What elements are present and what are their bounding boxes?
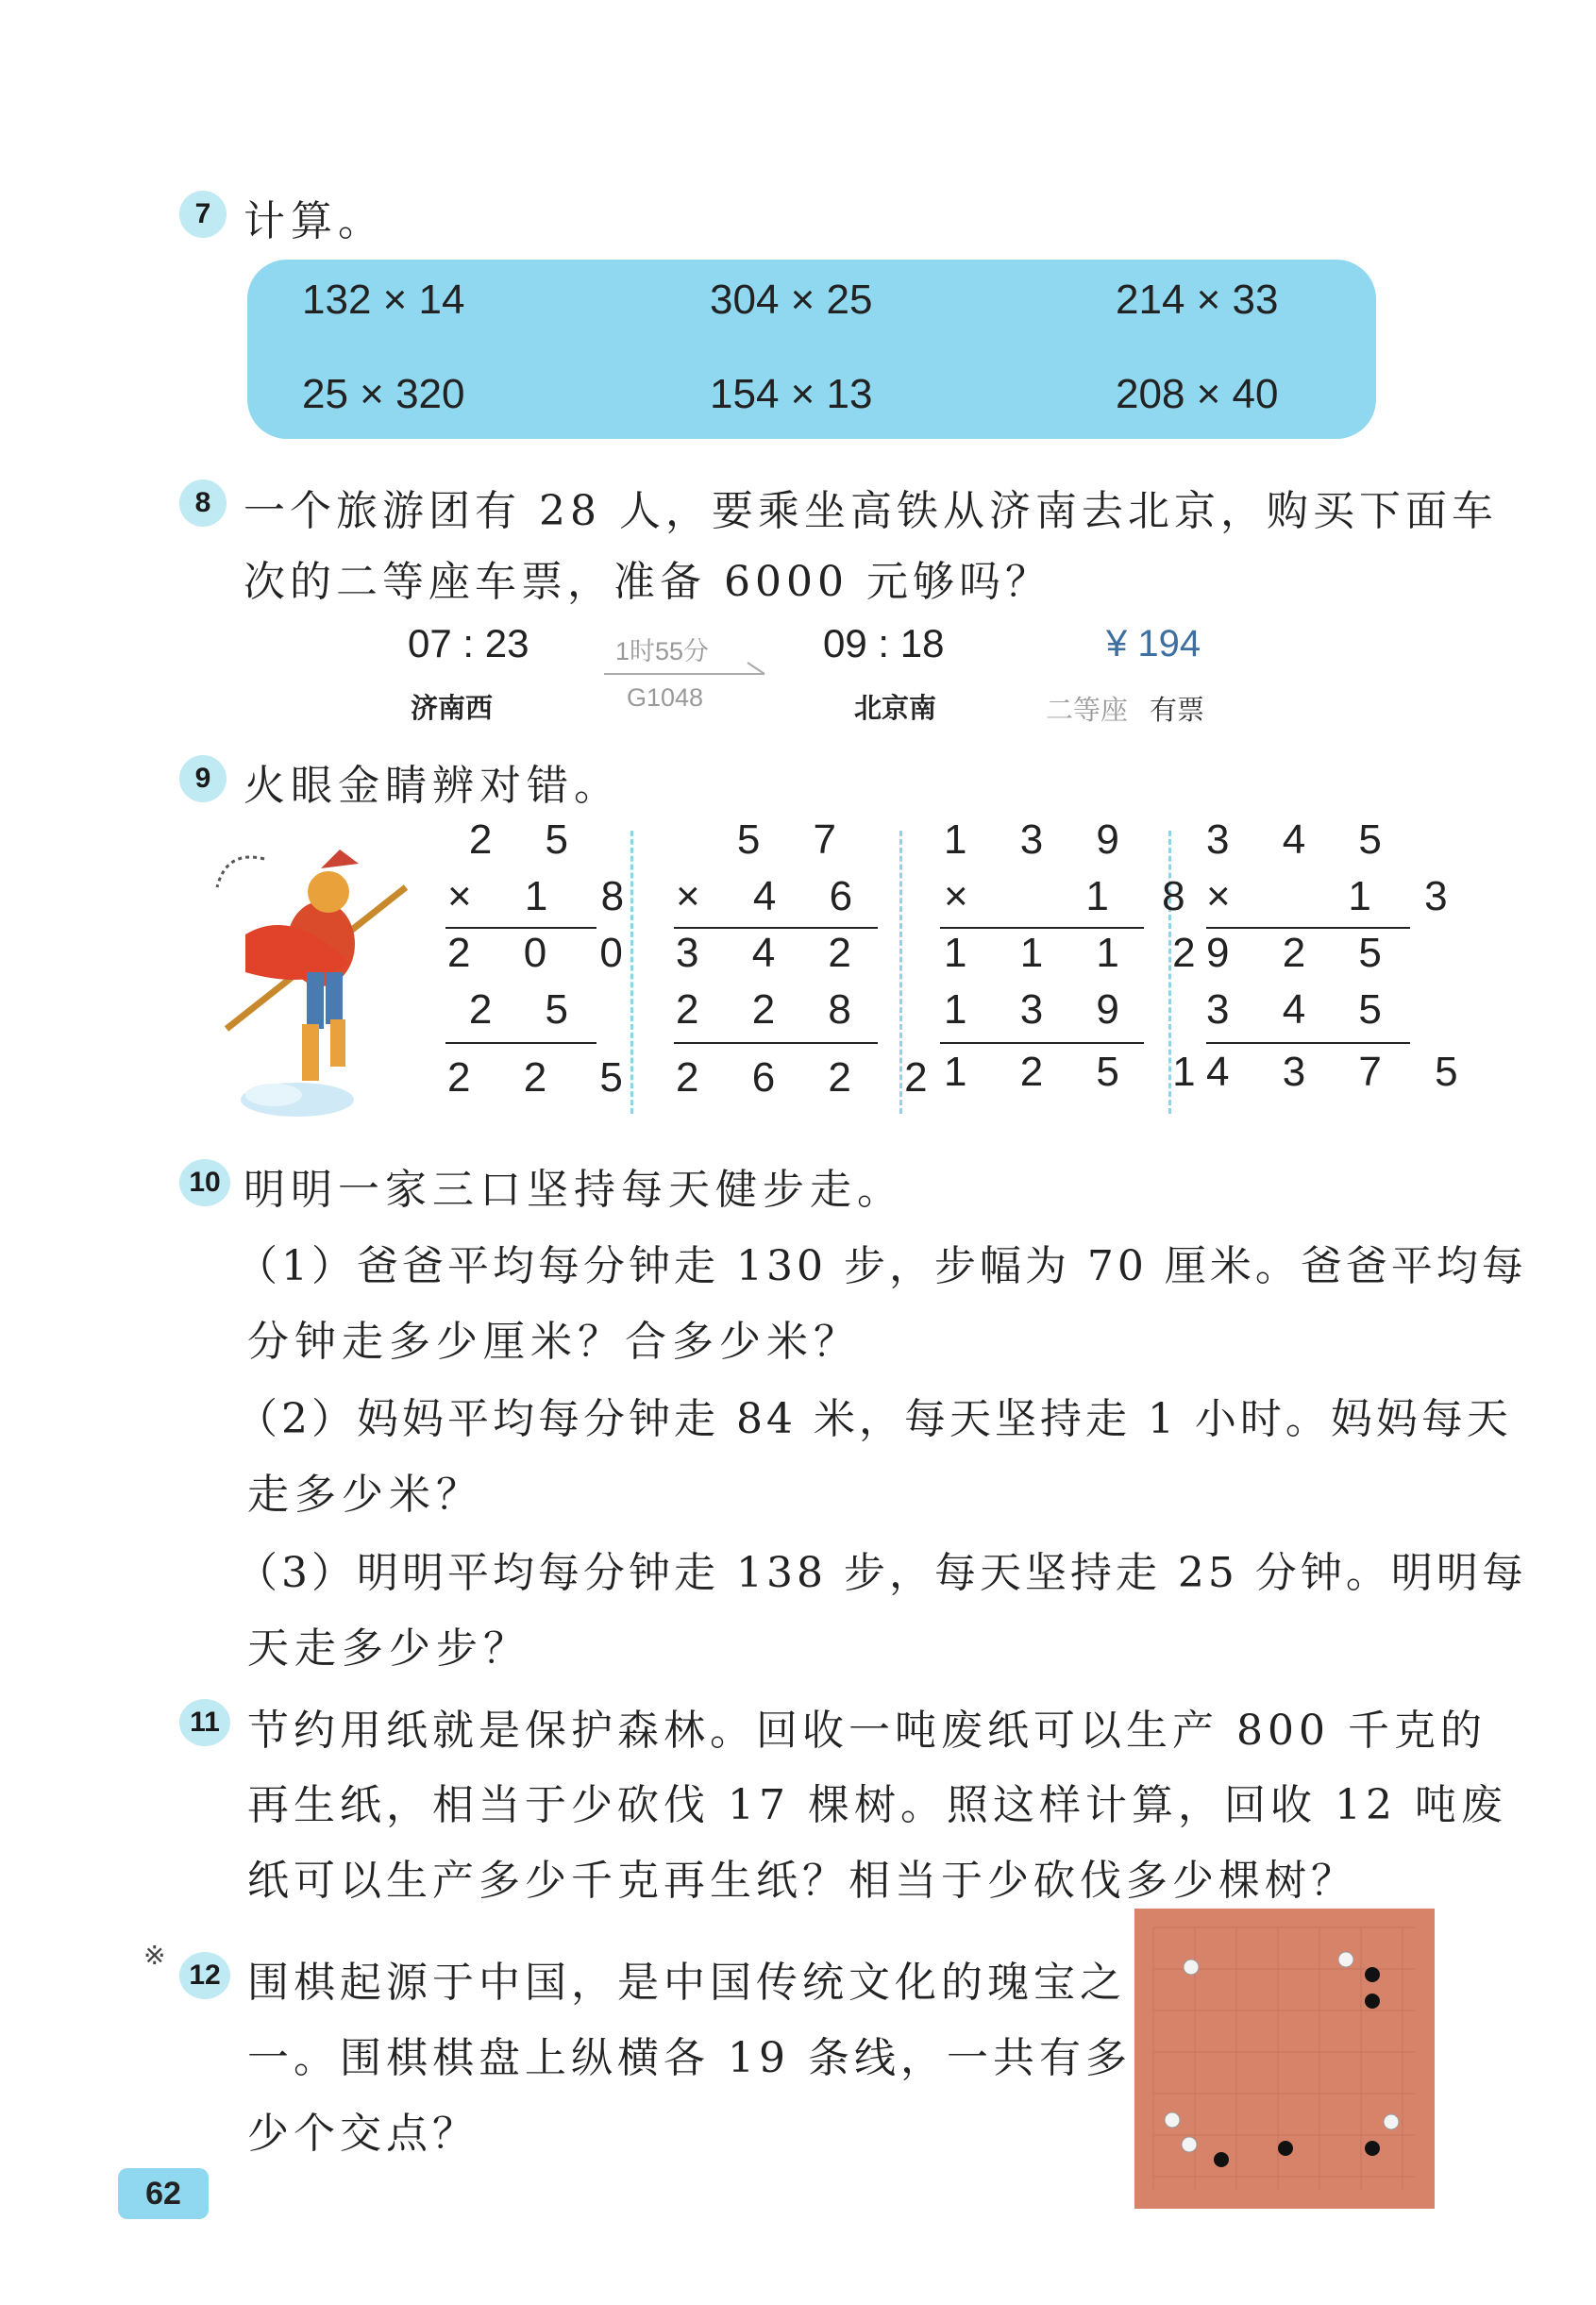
vertical-multiplication [944,816,1217,1105]
question-9-badge: 9 [179,755,227,802]
question-11-line3: 纸可以生产多少千克再生纸？相当于少砍伐多少棵树？ [247,1857,1357,1905]
question-10-sub3-line2: 天走多少步？ [247,1624,530,1673]
arrive-time: 09 : 18 [823,621,945,665]
question-10-sub3-line1: （3）明明平均每分钟走 138 步，每天坚持走 25 分钟。明明每 [236,1549,1527,1597]
question-10-sub2-line2: 走多少米？ [247,1471,483,1519]
multiplier: × 1 3 [1206,873,1469,919]
question-7-badge: 7 [179,191,227,238]
partial-product-1: 3 4 2 [676,930,872,976]
calc-item: 304 × 25 [710,277,873,323]
calculation-box [247,260,1376,439]
question-11-badge: 11 [179,1699,230,1746]
monkey-king-illustration [208,831,420,1123]
partial-product-2: 3 4 5 [1206,986,1403,1033]
partial-product-1: 9 2 5 [1206,930,1403,976]
train-number: G1048 [627,683,704,712]
partial-product-2: 2 2 8 [676,986,872,1033]
optional-mark: ※ [143,1940,166,1971]
calc-item: 132 × 14 [302,277,465,323]
calc-item: 214 × 33 [1116,277,1279,323]
depart-time: 07 : 23 [408,621,529,665]
ticket-price: ¥ 194 [1106,623,1201,665]
partial-product-2: 2 5 [468,986,589,1033]
underline [1206,1042,1410,1044]
question-12-line3: 少个交点？ [247,2110,479,2158]
question-8-line2: 次的二等座车票，准备 6000 元够吗？ [244,558,1051,606]
calc-item: 208 × 40 [1116,371,1279,417]
depart-station: 济南西 [411,694,494,724]
underline [445,927,596,929]
question-8-line1: 一个旅游团有 28 人，要乘坐高铁从济南去北京，购买下面车 [244,487,1498,535]
underline [940,1042,1144,1044]
arrive-station: 北京南 [854,694,937,724]
product: 2 6 2 2 [676,1054,949,1101]
partial-product-1: 1 1 1 2 [944,930,1217,976]
partial-product-2: 1 3 9 [944,986,1140,1033]
question-8-badge: 8 [179,480,227,527]
product: 4 3 7 5 [1206,1049,1479,1095]
question-10-sub1-line1: （1）爸爸平均每分钟走 130 步，步幅为 70 厘米。爸爸平均每 [236,1242,1527,1290]
page-number: 62 [118,2168,209,2219]
multiplicand: 3 4 5 [1206,816,1403,863]
question-10-sub1-line2: 分钟走多少厘米？合多少米？ [247,1318,861,1366]
arrow-icon [604,661,769,680]
travel-duration: 1时55分 [615,637,710,665]
underline [940,927,1144,929]
question-12-line1: 围棋起源于中国，是中国传统文化的瑰宝之 [247,1959,1126,2007]
question-12-line2: 一。围棋棋盘上纵横各 19 条线，一共有多 [247,2034,1132,2082]
vertical-multiplication [447,816,646,1111]
question-10-title: 明明一家三口坚持每天健步走。 [244,1166,904,1214]
go-board-image [1134,1909,1435,2209]
calc-item: 25 × 320 [302,371,465,417]
multiplicand: 5 7 [736,816,857,863]
underline [445,1042,596,1044]
underline [1206,927,1410,929]
multiplier: × 1 8 [944,873,1206,919]
question-11-line1: 节约用纸就是保护森林。回收一吨废纸可以生产 800 千克的 [247,1707,1487,1755]
multiplier: × 1 8 [447,873,646,919]
calc-item: 154 × 13 [710,371,873,417]
multiplier: × 4 6 [676,873,874,919]
partial-product-1: 2 0 0 [447,930,644,976]
question-7-title: 计算。 [244,197,385,245]
ticket-availability: 有票 [1150,696,1205,726]
vertical-multiplication [1206,816,1479,1105]
product: 2 2 5 [447,1054,644,1101]
question-11-line2: 再生纸，相当于少砍伐 17 棵树。照这样计算，回收 12 吨废 [247,1781,1507,1829]
underline [674,927,878,929]
question-10-badge: 10 [179,1159,230,1206]
seat-class: 二等座 [1046,696,1129,726]
multiplicand: 1 3 9 [944,816,1140,863]
question-12-badge: 12 [179,1952,230,1999]
question-10-sub2-line1: （2）妈妈平均每分钟走 84 米，每天坚持走 1 小时。妈妈每天 [236,1395,1512,1443]
underline [674,1042,878,1044]
question-9-title: 火眼金睛辨对错。 [244,762,621,810]
multiplicand: 2 5 [468,816,589,863]
vertical-multiplication [676,816,949,1111]
product: 1 2 5 1 [944,1049,1217,1095]
